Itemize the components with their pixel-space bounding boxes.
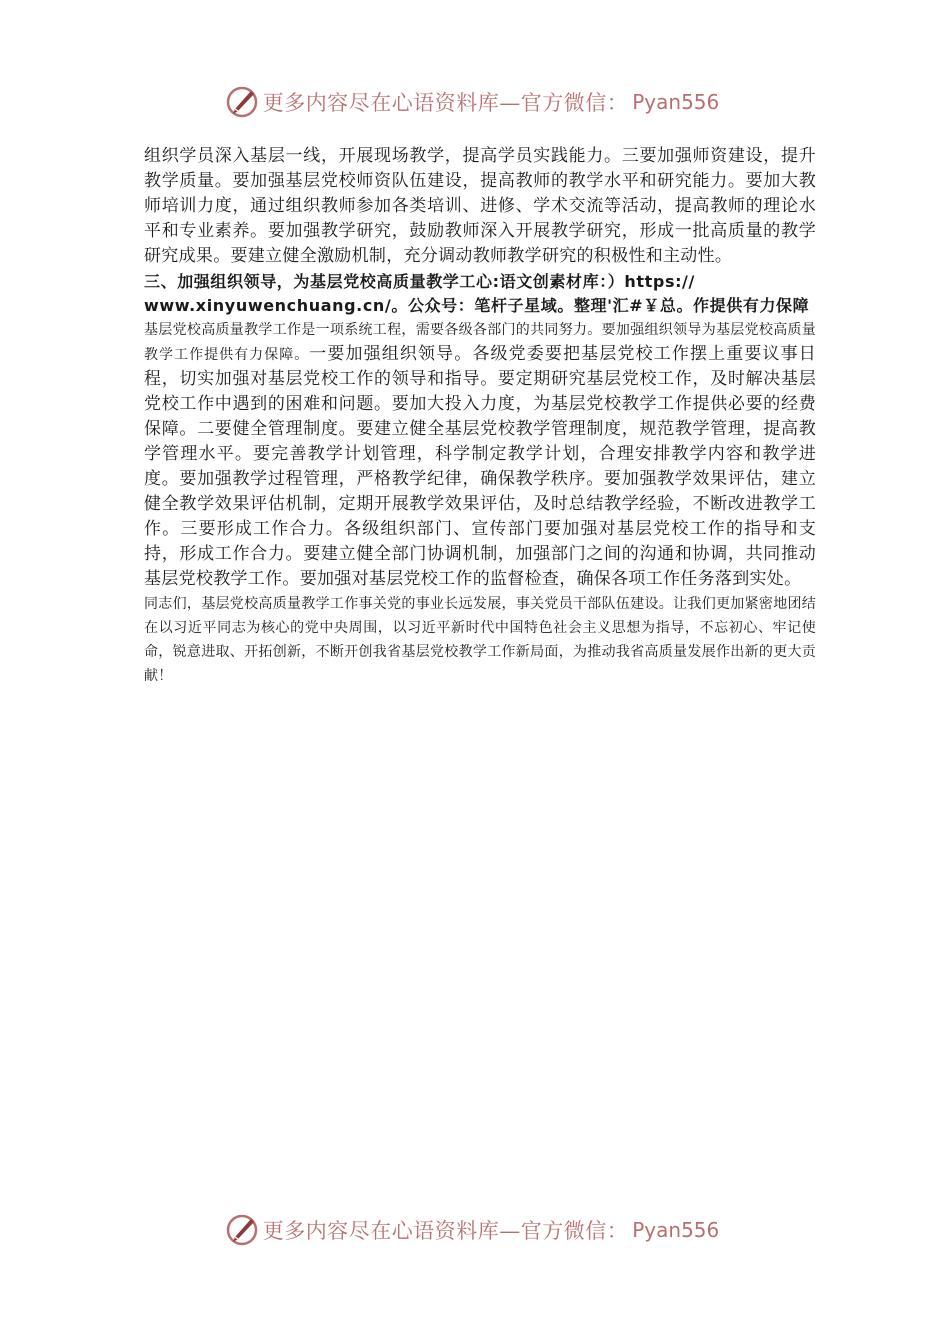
watermark-wechat-id: Pyan556 bbox=[632, 90, 720, 114]
header-watermark bbox=[0, 82, 950, 122]
section-heading-3 bbox=[144, 270, 816, 318]
paragraph-organization-intro: 基层党校高质量教学工作是一项系统工程，需要各级各部门的共同努力。要加强组织领导为基层党校高质量教学工作提供有力保障。 bbox=[144, 322, 816, 363]
quill-logo-icon bbox=[225, 85, 259, 119]
watermark-text: 更多内容尽在心语资料库—官方微信： bbox=[262, 91, 629, 115]
section-heading-3-line1: 三、加强组织领导，为基层党校高质量教学工心:语文创素材库：）https:// bbox=[144, 272, 695, 291]
paragraph-organization-detail: 一要加强组织领导。各级党委要把基层党校工作摆上重要议事日程，切实加强对基层党校工作的领导和指导。要定期研究基层党校工作，及时解决基层党校工作中遇到的困难和问题。要加大投入力度，为基层党校教学工作提供必要的经费保障。二要健全管理制度。要建立健全基层党校教学管理制度，规范教学管理，提高教学管理水平。要完善教学计划管理，科学制定教学计划，合理安排教学内容和教学进度。要加强教学过程管理，严格教学纪律，确保教学秩序。要加强教学效果评估，建立健全教学效果评估机制，定期开展教学效果评估，及时总结教学经验，不断改进教学工作。三要形成工作合力。各级组织部门、宣传部门要加强对基层党校工作的指导和支持，形成工作合力。要建立健全部门协调机制，加强部门之间的沟通和协调，共同推动基层党校教学工作。要加强对基层党校工作的监督检查，确保各项工作任务落到实处。 bbox=[144, 344, 816, 589]
watermark-wechat-id: Pyan556 bbox=[632, 1218, 720, 1242]
quill-logo-icon bbox=[225, 1213, 259, 1247]
paragraph-teacher-training: 组织学员深入基层一线，开展现场教学，提高学员实践能力。三要加强师资建设，提升教学质量。要加强基层党校师资队伍建设，提高教师的教学水平和研究能力。要加大教师培训力度，通过组织教师参加各类培训、进修、学术交流等活动，提高教师的理论水平和专业素养。要加强教学研究，鼓励教师深入开展教学研究，形成一批高质量的教学研究成果。要建立健全激励机制，充分调动教师教学研究的积极性和主动性。 bbox=[144, 146, 816, 266]
paragraph-closing: 同志们，基层党校高质量教学工作事关党的事业长远发展，事关党员干部队伍建设。让我们更加紧密地团结在以习近平同志为核心的党中央周围，以习近平新时代中国特色社会主义思想为指导，不忘初心、牢记使命，锐意进取、开拓创新，不断开创我省基层党校教学工作新局面，为推动我省高质量发展作出新的更大贡献！ bbox=[144, 596, 816, 684]
watermark-text: 更多内容尽在心语资料库—官方微信： bbox=[262, 1219, 629, 1243]
section-heading-3-line2: www.xinyuwenchuang.cn/。公众号：笔杆子星域。整理'汇#￥总。作提供有力保障 bbox=[144, 296, 810, 315]
document-body bbox=[144, 144, 816, 688]
footer-watermark bbox=[0, 1210, 950, 1250]
paragraph-organization-leadership bbox=[144, 318, 816, 592]
